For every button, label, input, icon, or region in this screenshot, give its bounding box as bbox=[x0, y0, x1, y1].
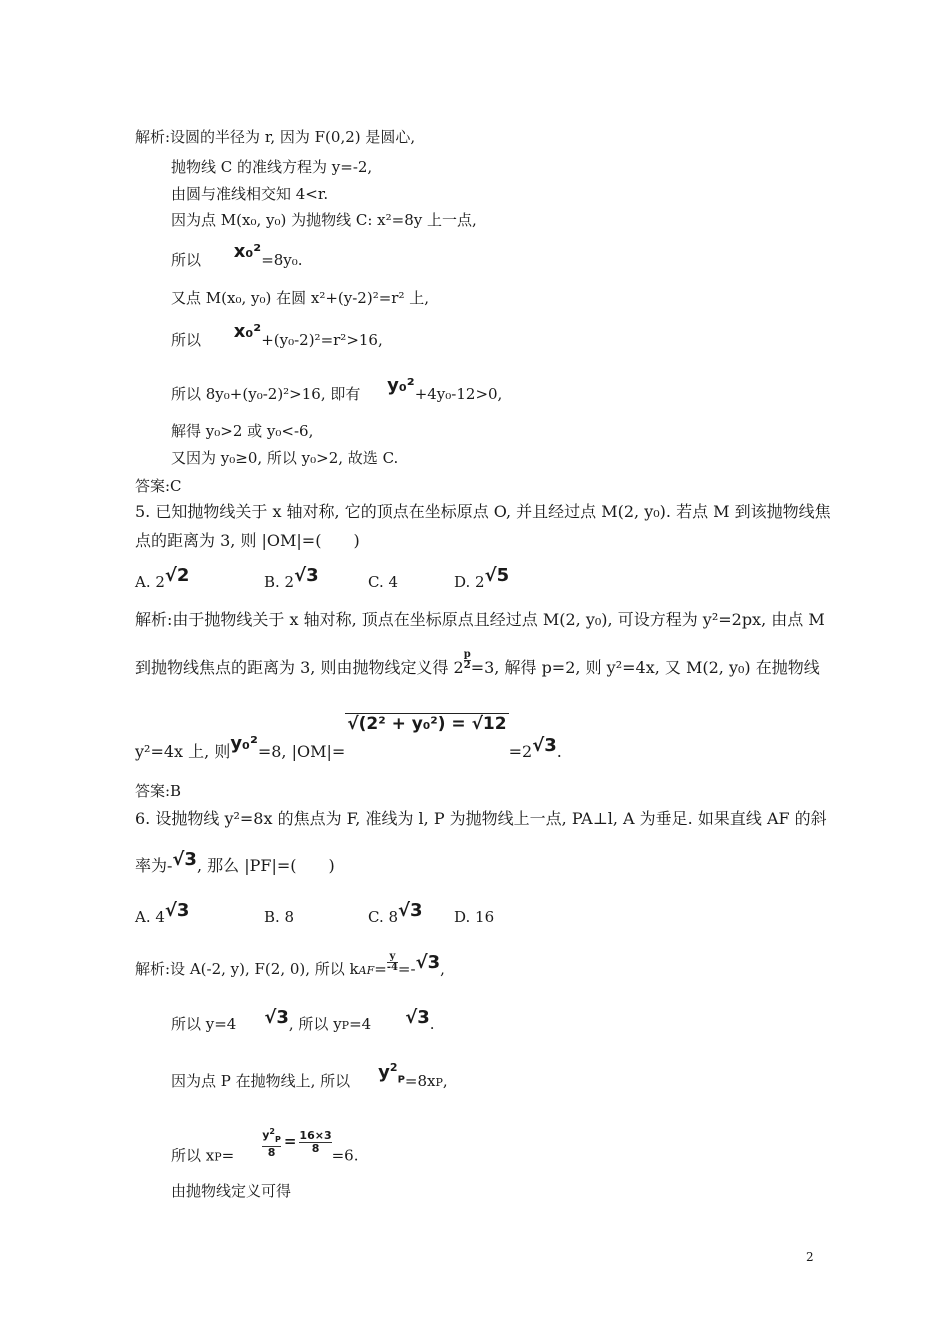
q4-line-2: 抛物线 C 的准线方程为 y=-2, bbox=[171, 158, 373, 176]
math-y0-squared: y₀² bbox=[387, 375, 415, 396]
q5-solution-line-3: y²=4x 上, 则y₀²=8, |OM|=√(2² + y₀²) = √12=2√3. bbox=[135, 714, 562, 761]
q5-stem-line-1: 5. 已知抛物线关于 x 轴对称, 它的顶点在坐标原点 O, 并且经过点 M(2, y₀). 若点 M 到该抛物线焦 bbox=[135, 502, 831, 521]
math-sqrt3: √3 bbox=[164, 900, 190, 921]
math-y0-squared: y₀² bbox=[230, 733, 258, 754]
q4-line-5: 所以 x₀²=8y₀. bbox=[171, 241, 303, 269]
q5-option-b: B. 2√3 bbox=[264, 565, 319, 591]
q6-option-c: C. 8√3 bbox=[368, 900, 423, 926]
math-sqrt5: √5 bbox=[484, 565, 510, 586]
q6-solution-line-2: 所以 y=4 √3, 所以 yP=4 √3. bbox=[171, 1007, 435, 1033]
page-number: 2 bbox=[806, 1250, 814, 1264]
q6-option-a: A. 4√3 bbox=[135, 900, 190, 926]
math-sqrt-expression: √(2² + y₀²) = √12 bbox=[347, 714, 507, 734]
math-sqrt3: √3 bbox=[415, 952, 441, 973]
q6-option-d: D. 16 bbox=[454, 908, 495, 926]
q5-solution-line-2: 到抛物线焦点的距离为 3, 则由抛物线定义得 2 $\frac{p}{2}$ =3, 解得 p=2, 则 y²=4x, 又 M(2, y₀) 在抛物线 bbox=[135, 649, 820, 677]
q4-line-7: 所以 x₀²+(y₀-2)²=r²>16, bbox=[171, 321, 383, 349]
math-sqrt3: √3 bbox=[532, 735, 557, 756]
fraction-y-over-minus4: $\frac{y}{-4}$ bbox=[386, 950, 398, 973]
q4-answer: 答案:C bbox=[135, 477, 182, 495]
math-sqrt2: √2 bbox=[164, 565, 190, 586]
q4-line-4: 因为点 M(x₀, y₀) 为抛物线 C: x²=8y 上一点, bbox=[171, 211, 477, 229]
math-sqrt3: √3 bbox=[294, 565, 319, 586]
q4-line-9: 解得 y₀>2 或 y₀<-6, bbox=[171, 422, 314, 440]
q5-stem-line-2: 点的距离为 3, 则 |OM|=( ) bbox=[135, 531, 360, 550]
fraction-48-over-8: $\frac{16\times 3}{8}$ bbox=[299, 1128, 332, 1155]
math-x0-squared: x₀² bbox=[233, 241, 262, 262]
q5-solution-line-1: 解析:由于抛物线关于 x 轴对称, 顶点在坐标原点且经过点 M(2, y₀), 可设方程为 y²=2px, 由点 M bbox=[135, 610, 825, 629]
q6-stem-line-2: 率为-√3, 那么 |PF|=( ) bbox=[135, 849, 335, 875]
q4-line-6: 又点 M(x₀, y₀) 在圆 x²+(y-2)²=r² 上, bbox=[171, 289, 429, 307]
fraction-p-over-2: $\frac{p}{2}$ bbox=[463, 649, 471, 671]
q4-line-8: 所以 8y₀+(y₀-2)²>16, 即有 y₀²+4y₀-12>0, bbox=[171, 375, 503, 403]
q6-solution-line-3: 因为点 P 在抛物线上, 所以 $y^2_P=8xP$, bbox=[171, 1061, 448, 1090]
q4-line-10: 又因为 y₀≥0, 所以 y₀>2, 故选 C. bbox=[171, 449, 399, 467]
math-sqrt3: √3 bbox=[398, 900, 423, 921]
math-sqrt3: √3 bbox=[264, 1007, 289, 1028]
q6-option-b: B. 8 bbox=[264, 908, 295, 926]
q5-option-c: C. 4 bbox=[368, 573, 399, 591]
q6-solution-line-5: 由抛物线定义可得 bbox=[171, 1182, 292, 1200]
q6-solution-line-4: 所以 xP= $\frac{y^2_P}{8}$ = $\frac{16\times 3}{8}$ =6. bbox=[171, 1127, 359, 1165]
q6-stem-line-1: 6. 设抛物线 y²=8x 的焦点为 F, 准线为 l, P 为抛物线上一点, PA⊥l, A 为垂足. 如果直线 AF 的斜 bbox=[135, 809, 827, 828]
q5-option-a: A. 2√2 bbox=[135, 565, 190, 591]
q4-line-3: 由圆与准线相交知 4<r. bbox=[171, 185, 329, 203]
q5-answer: 答案:B bbox=[135, 782, 182, 800]
q5-option-d: D. 2√5 bbox=[454, 565, 510, 591]
math-sqrt3: √3 bbox=[405, 1007, 430, 1028]
math-yp-squared: $y^2_P$ bbox=[378, 1061, 405, 1086]
fraction-yp2-over-8: $\frac{y^2_P}{8}$ bbox=[262, 1127, 281, 1159]
math-x0-squared: x₀² bbox=[233, 321, 262, 342]
q4-line-1: 解析:设圆的半径为 r, 因为 F(0,2) 是圆心, bbox=[135, 128, 416, 146]
q6-solution-line-1: 解析:设 A(-2, y), F(2, 0), 所以 kAF= $\frac{y}{-4}$ =-√3, bbox=[135, 950, 445, 978]
math-sqrt3: √3 bbox=[172, 849, 197, 870]
